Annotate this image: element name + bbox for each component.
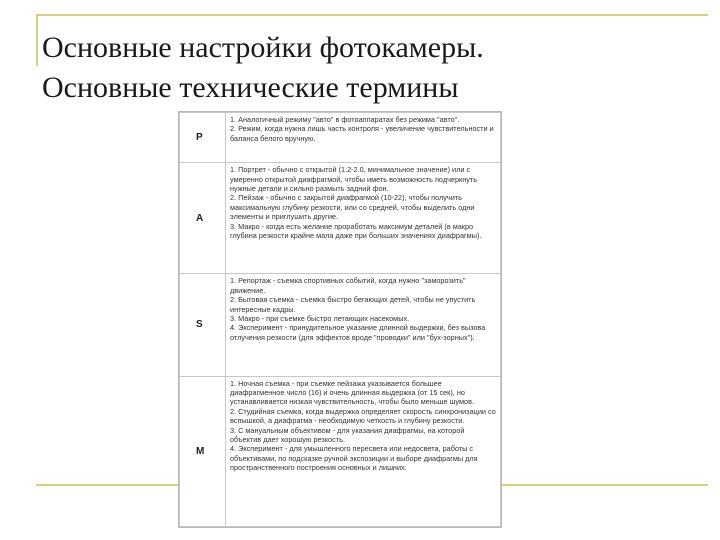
description-line: 4. Эксперимент - для умышленного пересвета или недосвета, работы с объективами, по подсказке ручной экспозиции и выборе диафрагмы для пространственного построения основных и лишних. [230, 444, 478, 473]
description-line: 2. Бытовая съемка - съемка быстро бегающих детей, чтобы не упустить интересные кадры. [230, 295, 476, 314]
description-line: 1. Портрет - обычно с открытой (1.2-2.0, минимальное значение) или с умеренно открытой диафрагмой, чтобы иметь возможность подчеркнуть нужные детали и сильно размыть задний фон. [230, 165, 478, 193]
description-line: 2. Студийная съемка, когда выдержка определяет скорость синхронизации со вспышкой, а диафрагма - необходимую четкость и глубину резкости. [230, 406, 496, 426]
mode-letter: P [180, 113, 226, 163]
description-line: 1. Ночная съемка - при съемке пейзажа указывается большее диафрагменное число (16) и очень длинная выдержка (от 15 сек), но устанавливается низкая чувствительность, чтобы было меньше шумов. [230, 378, 474, 407]
slide-title-line-1: Основные настройки фотокамеры. [42, 31, 484, 64]
mode-description [226, 376, 501, 526]
decorative-left-line [36, 14, 38, 66]
slide-title-line-2: Основные технические термины [42, 71, 459, 104]
decorative-top-line [36, 14, 708, 16]
mode-description [226, 163, 501, 274]
description-line: 2. Режим, когда нужна лишь часть контроля - увеличение чувствительности и баланса белого вручную. [230, 124, 494, 143]
mode-description [226, 113, 501, 163]
description-line: 1. Аналогичный режиму "авто" в фотоаппаратах без режима "авто". [230, 115, 460, 124]
mode-description [226, 274, 501, 376]
description-line: 2. Пейзаж - обычно с закрытой диафрагмой (10-22), чтобы получить максимальную глубину резкости, или со средней, чтобы выделить одни элементы и приглушить другие. [230, 193, 475, 222]
mode-row-a [180, 163, 501, 274]
description-line: 3. С мануальным объективом - для указания диафрагмы, на которой объектив дает хорошую резкость. [230, 425, 465, 445]
mode-letter: M [180, 376, 226, 526]
mode-letter: A [180, 163, 226, 274]
mode-row-m [180, 376, 501, 526]
description-line: 1. Репортаж - съемка спортивных событий, когда нужно "заморозить" движение. [230, 276, 466, 295]
mode-row-p [180, 113, 501, 163]
slide-title [42, 28, 692, 108]
description-line: 3. Макро - при съемке быстро летающих насекомых. [230, 314, 410, 323]
mode-row-s [180, 274, 501, 376]
description-line: 4. Эксперимент - принудительное указание длинной выдержки, без вызова отлучения резкости (для эффектов вроде "проводки" или "бух-зорных"). [230, 323, 486, 342]
mode-letter: S [180, 274, 226, 376]
description-line: 3. Макро - когда есть желание проработать максимум деталей (в макро глубина резкости крайне мала даже при больших значениях диафрагмы). [230, 221, 482, 240]
camera-modes-table [178, 111, 502, 528]
